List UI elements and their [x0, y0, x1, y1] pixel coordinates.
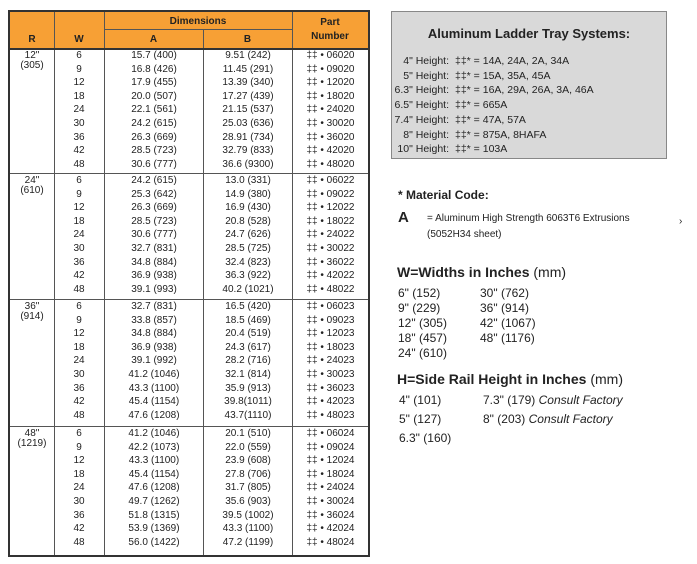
cell-width: 12 [73, 328, 85, 340]
cell-b: 47.2 (1199) [222, 536, 274, 548]
table-row [10, 355, 368, 367]
cell-width: 48 [73, 536, 85, 548]
cell-a: 33.8 (857) [131, 314, 177, 326]
cell-width: 42 [73, 270, 85, 282]
cell-a: 28.5 (723) [131, 145, 177, 157]
cell-part-number: ‡‡ • 18020 [306, 90, 355, 102]
width-value: 18" (457) [398, 331, 447, 345]
cell-b: 20.8 (528) [225, 215, 271, 227]
cell-part-number: ‡‡ • 30023 [306, 369, 355, 380]
cell-a: 47.6 (1208) [128, 482, 180, 494]
cell-b: 28.2 (716) [225, 355, 271, 367]
system-codes: ‡‡* = 14A, 24A, 2A, 34A [455, 55, 570, 67]
group-rail-mm: (305) [20, 60, 44, 71]
cell-a: 47.6 (1208) [128, 409, 180, 421]
material-description [427, 211, 687, 243]
cell-b: 43.7(1110) [224, 409, 272, 421]
width-value: 6" (152) [398, 286, 441, 300]
height-value: 6.3" (160) [399, 431, 452, 445]
header-dimensions: Dimensions [169, 16, 227, 27]
header-w: W [74, 34, 84, 45]
cell-a: 39.1 (993) [131, 283, 177, 295]
cell-part-number: ‡‡ • 36023 [306, 382, 355, 394]
cell-b: 23.9 (608) [225, 455, 271, 467]
system-codes: ‡‡* = 665A [455, 99, 508, 112]
cell-b: 24.7 (626) [225, 229, 271, 241]
cell-b: 20.4 (519) [225, 328, 271, 340]
table-row [10, 159, 368, 171]
table-row [10, 270, 368, 282]
header-number: Number [311, 31, 349, 42]
widths-title: W=Widths in Inches (mm) [397, 264, 567, 280]
cell-part-number: ‡‡ • 24024 [306, 482, 355, 494]
cell-part-number: ‡‡ • 24023 [306, 355, 355, 367]
cell-part-number: ‡‡ • 09023 [306, 314, 355, 326]
cell-width: 48 [73, 409, 85, 421]
system-codes: ‡‡* = 16A, 29A, 26A, 3A, 46A [455, 84, 594, 97]
cell-a: 20.0 (507) [131, 90, 177, 102]
group-rail-inches: 12" [24, 50, 40, 61]
cell-width: 12 [73, 202, 85, 214]
cell-width: 12 [73, 455, 85, 467]
cell-width: 24 [73, 104, 85, 116]
material-line: (5052H34 sheet) [427, 229, 502, 240]
cell-b: 27.8 (706) [225, 468, 271, 480]
system-codes: ‡‡* = 15A, 35A, 45A [455, 69, 551, 82]
cell-part-number: ‡‡ • 09022 [306, 188, 355, 200]
heights-column [483, 391, 623, 429]
cell-b: 20.1 (510) [225, 428, 271, 439]
cell-a: 45.4 (1154) [128, 468, 180, 480]
cell-width: 9 [76, 441, 82, 453]
cell-part-number: ‡‡ • 30022 [306, 243, 355, 254]
height-value: 4" (101) [399, 393, 442, 407]
table-row [10, 132, 368, 144]
system-height: 5" Height: [403, 69, 449, 82]
heights-column [399, 391, 451, 448]
table-row [10, 104, 368, 116]
cell-part-number: ‡‡ • 12022 [306, 202, 355, 214]
group-rail-inches: 48" [24, 428, 40, 439]
cell-a: 24.2 (615) [131, 118, 177, 129]
width-value: 12" (305) [398, 316, 447, 330]
cell-width: 30 [73, 243, 85, 254]
cell-width: 24 [73, 355, 85, 367]
header-r: R [28, 34, 36, 45]
table-row [10, 257, 368, 269]
widths-column [398, 286, 447, 361]
cell-width: 30 [73, 369, 85, 380]
system-codes: ‡‡* = 47A, 57A [455, 113, 526, 126]
cell-width: 42 [73, 523, 85, 535]
cell-b: 36.3 (922) [225, 270, 271, 282]
table-row [10, 383, 368, 395]
cell-b: 28.5 (725) [225, 243, 271, 254]
cell-part-number: ‡‡ • 24022 [306, 229, 355, 241]
cell-part-number: ‡‡ • 18023 [306, 341, 355, 353]
table-row [10, 410, 368, 422]
header-a: A [149, 34, 158, 45]
table-row [10, 496, 368, 508]
header-b: B [243, 34, 252, 45]
cell-width: 42 [73, 145, 85, 157]
cell-a: 43.3 (1100) [128, 455, 180, 467]
table-row [10, 342, 368, 354]
cell-b: 21.15 (537) [222, 104, 274, 116]
systems-title: Aluminum Ladder Tray Systems: [427, 26, 631, 41]
group-rail-inches: 24" [24, 175, 40, 186]
cell-width: 6 [76, 301, 82, 312]
cell-part-number: ‡‡ • 36024 [306, 509, 355, 521]
system-height: 8" Height: [403, 128, 449, 141]
table-row [10, 243, 368, 255]
group-rail-mm: (1219) [17, 438, 47, 449]
cell-width: 42 [73, 396, 85, 408]
system-row [392, 54, 652, 69]
table-row [10, 315, 368, 327]
widths-column [480, 286, 536, 346]
system-codes: ‡‡* = 103A [455, 143, 508, 156]
width-value: 48" (1176) [480, 331, 535, 345]
cell-b: 16.9 (430) [225, 202, 271, 214]
height-item [483, 410, 623, 429]
cell-part-number: ‡‡ • 12020 [306, 77, 355, 89]
cell-part-number: ‡‡ • 42023 [306, 396, 355, 408]
table-row [10, 469, 368, 481]
cell-a: 34.8 (884) [131, 328, 177, 340]
systems-box [391, 11, 667, 159]
cell-b: 31.7 (805) [225, 482, 271, 494]
table-row [10, 216, 368, 228]
table-row [10, 229, 368, 241]
material-line: = Aluminum High Strength 6063T6 Extrusions [427, 213, 630, 224]
header-part: Part [320, 17, 340, 28]
cell-part-number: ‡‡ • 48024 [306, 536, 355, 548]
cell-a: 32.7 (831) [131, 243, 177, 254]
table-row [10, 482, 368, 494]
group-rail-mm: (610) [20, 185, 44, 196]
cell-a: 15.7 (400) [131, 50, 177, 61]
cell-b: 32.79 (833) [222, 145, 274, 157]
cell-a: 25.3 (642) [131, 188, 177, 200]
cell-width: 9 [76, 63, 82, 75]
cell-b: 13.39 (340) [222, 77, 274, 89]
cell-a: 28.5 (723) [131, 215, 177, 227]
cell-width: 6 [76, 428, 82, 439]
cell-a: 39.1 (992) [131, 355, 177, 367]
cell-a: 41.2 (1046) [128, 369, 180, 380]
cell-part-number: ‡‡ • 48023 [306, 409, 355, 421]
material-title: * Material Code: [398, 188, 489, 202]
table-row [10, 284, 368, 296]
cell-b: 35.9 (913) [225, 382, 271, 394]
cell-width: 18 [73, 215, 85, 227]
system-height: 6.5" Height: [394, 99, 449, 112]
height-note: Consult Factory [538, 393, 623, 407]
cell-a: 30.6 (777) [131, 229, 177, 241]
cell-part-number: ‡‡ • 42022 [306, 270, 355, 282]
cell-b: 17.27 (439) [222, 90, 274, 102]
table-row [10, 64, 368, 76]
table-group [10, 301, 368, 424]
cell-width: 36 [73, 256, 85, 268]
table-row [10, 328, 368, 340]
cell-part-number: ‡‡ • 06020 [306, 50, 355, 61]
cell-width: 18 [73, 341, 85, 353]
cell-a: 34.8 (884) [131, 256, 177, 268]
cell-a: 43.3 (1100) [128, 382, 180, 394]
cell-part-number: ‡‡ • 09020 [306, 63, 355, 75]
height-value: 8" (203) [483, 412, 526, 426]
width-value: 24" (610) [398, 346, 447, 360]
cell-a: 26.3 (669) [131, 202, 177, 214]
system-height: 10" Height: [397, 143, 449, 156]
cell-b: 13.0 (331) [225, 175, 271, 186]
cell-a: 24.2 (615) [131, 175, 177, 186]
cell-part-number: ‡‡ • 30020 [306, 118, 355, 129]
cell-a: 49.7 (1262) [128, 496, 180, 507]
cell-b: 36.6 (9300) [222, 158, 274, 170]
table-group [10, 428, 368, 551]
cell-width: 36 [73, 509, 85, 521]
cell-a: 16.8 (426) [131, 63, 177, 75]
table-group [10, 50, 368, 173]
cell-b: 32.4 (823) [225, 256, 271, 268]
table-row [10, 428, 368, 440]
cell-width: 48 [73, 283, 85, 295]
table-row [10, 510, 368, 522]
cell-width: 9 [76, 188, 82, 200]
table-row [10, 301, 368, 313]
cell-part-number: ‡‡ • 24020 [306, 104, 355, 116]
width-value: 9" (229) [398, 301, 441, 315]
table-row [10, 442, 368, 454]
cell-b: 25.03 (636) [222, 118, 274, 129]
system-row [392, 113, 652, 128]
divider [104, 29, 292, 30]
cell-part-number: ‡‡ • 18022 [306, 215, 355, 227]
table-row [10, 145, 368, 157]
cell-a: 17.9 (455) [131, 77, 177, 89]
cell-a: 36.9 (938) [131, 341, 177, 353]
height-note: Consult Factory [528, 412, 613, 426]
cell-width: 48 [73, 158, 85, 170]
cell-part-number: ‡‡ • 42020 [306, 145, 355, 157]
cell-width: 24 [73, 482, 85, 494]
table-row [10, 118, 368, 130]
cell-b: 9.51 (242) [225, 50, 271, 61]
cell-width: 30 [73, 496, 85, 507]
system-row [392, 98, 652, 113]
system-height: 6.3" Height: [394, 84, 449, 97]
divider [10, 299, 368, 300]
cell-a: 42.2 (1073) [128, 441, 180, 453]
table-row [10, 537, 368, 549]
cell-b: 14.9 (380) [225, 188, 271, 200]
system-row [392, 69, 652, 84]
cell-a: 56.0 (1422) [128, 536, 180, 548]
cell-width: 36 [73, 382, 85, 394]
cell-part-number: ‡‡ • 30024 [306, 496, 355, 507]
cell-b: 39.5 (1002) [222, 509, 274, 521]
cell-b: 18.5 (469) [225, 314, 271, 326]
cell-part-number: ‡‡ • 48020 [306, 158, 355, 170]
cell-part-number: ‡‡ • 06023 [306, 301, 355, 312]
group-rail-inches: 36" [24, 301, 40, 312]
system-height: 4" Height: [403, 55, 449, 67]
stray-mark: › [679, 216, 683, 227]
cell-b: 28.91 (734) [222, 131, 274, 143]
heights-title: H=Side Rail Height in Inches (mm) [397, 371, 623, 387]
cell-a: 41.2 (1046) [128, 428, 180, 439]
width-value: 30" (762) [480, 286, 529, 300]
system-row [392, 128, 652, 143]
cell-a: 22.1 (561) [131, 104, 177, 116]
cell-part-number: ‡‡ • 48022 [306, 283, 355, 295]
cell-a: 53.9 (1369) [128, 523, 180, 535]
height-item [483, 391, 623, 410]
table-row [10, 202, 368, 214]
cell-b: 16.5 (420) [225, 301, 271, 312]
cell-part-number: ‡‡ • 09024 [306, 441, 355, 453]
cell-width: 6 [76, 175, 82, 186]
cell-b: 24.3 (617) [225, 341, 271, 353]
cell-part-number: ‡‡ • 12024 [306, 455, 355, 467]
cell-width: 30 [73, 118, 85, 129]
cell-a: 30.6 (777) [131, 158, 177, 170]
cell-width: 18 [73, 90, 85, 102]
cell-a: 26.3 (669) [131, 131, 177, 143]
table-group [10, 175, 368, 298]
cell-width: 24 [73, 229, 85, 241]
dimensions-table [8, 10, 370, 557]
width-value: 42" (1067) [480, 316, 536, 330]
cell-width: 18 [73, 468, 85, 480]
cell-a: 32.7 (831) [131, 301, 177, 312]
system-row [392, 83, 652, 98]
table-row [10, 50, 368, 62]
height-value: 7.3" (179) [483, 393, 536, 407]
cell-a: 36.9 (938) [131, 270, 177, 282]
cell-b: 43.3 (1100) [222, 523, 274, 535]
cell-width: 12 [73, 77, 85, 89]
table-row [10, 91, 368, 103]
system-row [392, 142, 652, 157]
cell-b: 32.1 (814) [225, 369, 271, 380]
table-row [10, 523, 368, 535]
cell-width: 6 [76, 50, 82, 61]
cell-part-number: ‡‡ • 06022 [306, 175, 355, 186]
table-row [10, 175, 368, 187]
cell-part-number: ‡‡ • 12023 [306, 328, 355, 340]
table-row [10, 396, 368, 408]
system-codes: ‡‡* = 875A, 8HAFA [455, 128, 547, 141]
system-height: 7.4" Height: [394, 113, 449, 126]
cell-part-number: ‡‡ • 36022 [306, 256, 355, 268]
cell-width: 9 [76, 314, 82, 326]
divider [10, 173, 368, 174]
table-row [10, 189, 368, 201]
table-row [10, 455, 368, 467]
group-rail-mm: (914) [20, 311, 44, 322]
cell-b: 35.6 (903) [225, 496, 271, 507]
cell-a: 45.4 (1154) [128, 396, 180, 408]
cell-b: 22.0 (559) [225, 441, 271, 453]
material-key: A [398, 209, 409, 226]
cell-b: 11.45 (291) [222, 63, 274, 75]
cell-b: 40.2 (1021) [222, 283, 274, 295]
divider [10, 426, 368, 427]
cell-a: 51.8 (1315) [128, 509, 180, 521]
cell-part-number: ‡‡ • 42024 [306, 523, 355, 535]
cell-b: 39.8(1011) [224, 396, 272, 408]
cell-part-number: ‡‡ • 36020 [306, 131, 355, 143]
table-row [10, 77, 368, 89]
cell-part-number: ‡‡ • 18024 [306, 468, 355, 480]
cell-part-number: ‡‡ • 06024 [306, 428, 355, 439]
cell-width: 36 [73, 131, 85, 143]
width-value: 36" (914) [480, 301, 529, 315]
height-value: 5" (127) [399, 412, 442, 426]
table-row [10, 369, 368, 381]
